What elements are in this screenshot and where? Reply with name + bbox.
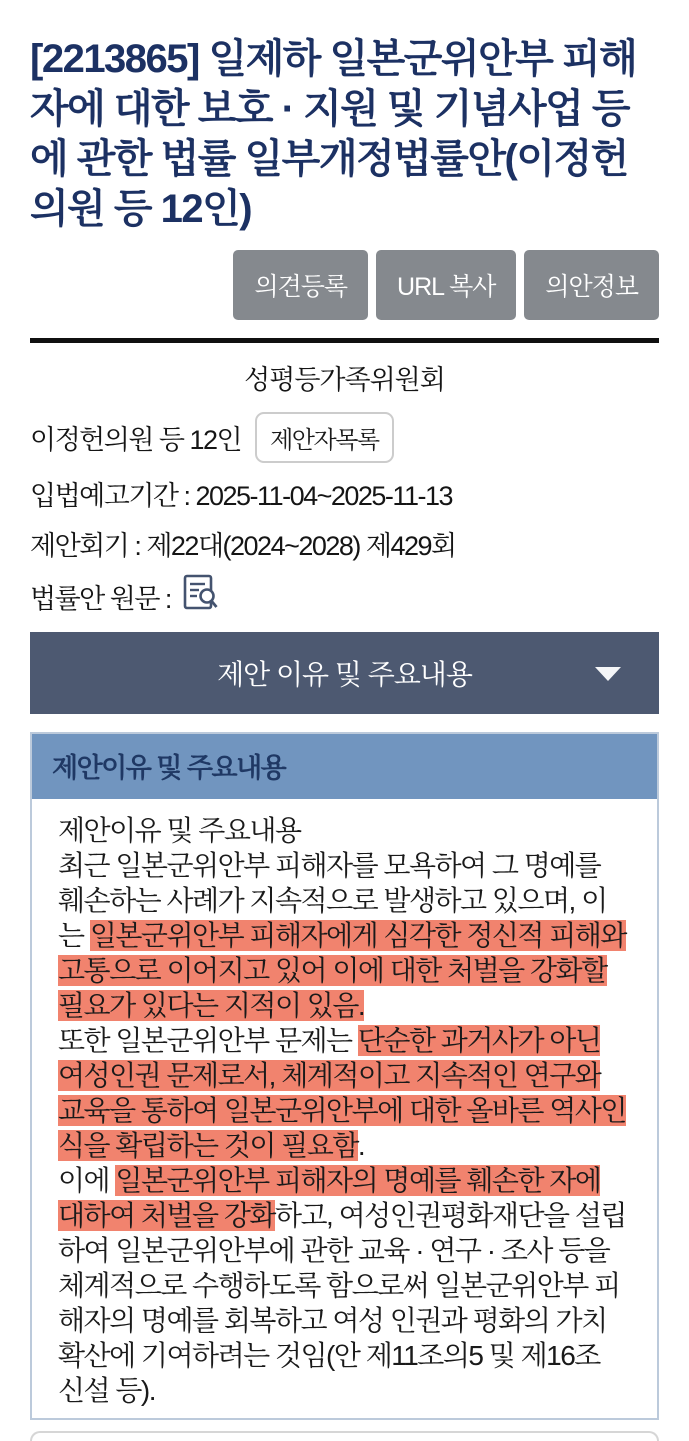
bill-info-button[interactable]: 의안정보: [524, 250, 659, 320]
proposer-row: [30, 412, 659, 463]
register-opinion-button[interactable]: 의견등록: [233, 250, 368, 320]
body-paragraph: [58, 1023, 631, 1163]
document-search-icon[interactable]: [183, 574, 219, 619]
original-bill-label: 법률안 원문 :: [30, 584, 171, 614]
section-accordion-header[interactable]: [30, 632, 659, 714]
copy-url-button[interactable]: URL 복사: [376, 250, 516, 320]
paragraph-text: 하고, 여성인권평화재단을 설립하여 일본군위안부에 관한 교육 · 연구 · 조사 등을 체계적으로 수행하도록 함으로써 일본군위안부 피해자의 명예를 회복하고 여성 인권과 평화의 가치 확산에 기여하려는 것임(안 제11조의5 및 제16조 신설 등).: [58, 1200, 626, 1406]
paragraph-text: 이에: [58, 1165, 116, 1196]
next-panel-top-edge: [30, 1431, 659, 1441]
proposer-text: 이정헌의원 등 12인: [30, 425, 242, 455]
original-bill-row: [30, 574, 659, 619]
body-section-title: 제안이유 및 주요내용: [58, 815, 301, 846]
panel-header-title: 제안이유 및 주요내용: [32, 734, 657, 799]
paragraph-text: 최근 일본군위안부 피해자를 모욕하여 그 명예를 훼손하는 사례가 지속적으로 발생하고 있으며, 이는: [58, 850, 607, 951]
highlighted-text: 일본군위안부 피해자에게 심각한 정신적 피해와 고통으로 이어지고 있어 이에 대한 처벌을 강화할 필요가 있다는 지적이 있음.: [58, 920, 626, 1021]
highlighted-text: 일본군위안부 피해자의 명예를 훼손한 자에 대하여 처벌을 강화: [58, 1165, 601, 1231]
notice-period-text: 입법예고기간 : 2025-11-04~2025-11-13: [30, 481, 452, 511]
committee-name: 성평등가족위원회: [244, 365, 445, 395]
proposer-list-button[interactable]: 제안자목록: [255, 412, 393, 463]
highlighted-text: 단순한 과거사가 아닌 여성인권 문제로서, 체계적이고 지속적인 연구와 교육을 통하여 일본군위안부에 대한 올바른 역사인식을 확립하는 것이 필요함: [58, 1025, 626, 1161]
content-panel: [30, 732, 659, 1420]
bill-title: [2213865] 일제하 일본군위안부 피해자에 대한 보호 · 지원 및 기념사업 등에 관한 법률 일부개정법률안(이정헌의원 등 12인): [30, 37, 637, 231]
paragraph-text: 또한 일본군위안부 문제는: [58, 1025, 358, 1056]
section-divider: [30, 338, 659, 343]
chevron-down-icon: [595, 667, 621, 681]
body-paragraph: [58, 1163, 631, 1408]
legislation-notice-page: [0, 34, 689, 1441]
body-paragraph: [58, 848, 631, 1023]
action-button-row: [30, 250, 659, 320]
session-text: 제안회기 : 제22대(2024~2028) 제429회: [30, 531, 456, 561]
body-paragraphs: [58, 848, 631, 1408]
section-accordion-label: 제안 이유 및 주요내용: [217, 659, 472, 690]
paragraph-text: .: [357, 1130, 365, 1161]
panel-body: [32, 799, 657, 1418]
